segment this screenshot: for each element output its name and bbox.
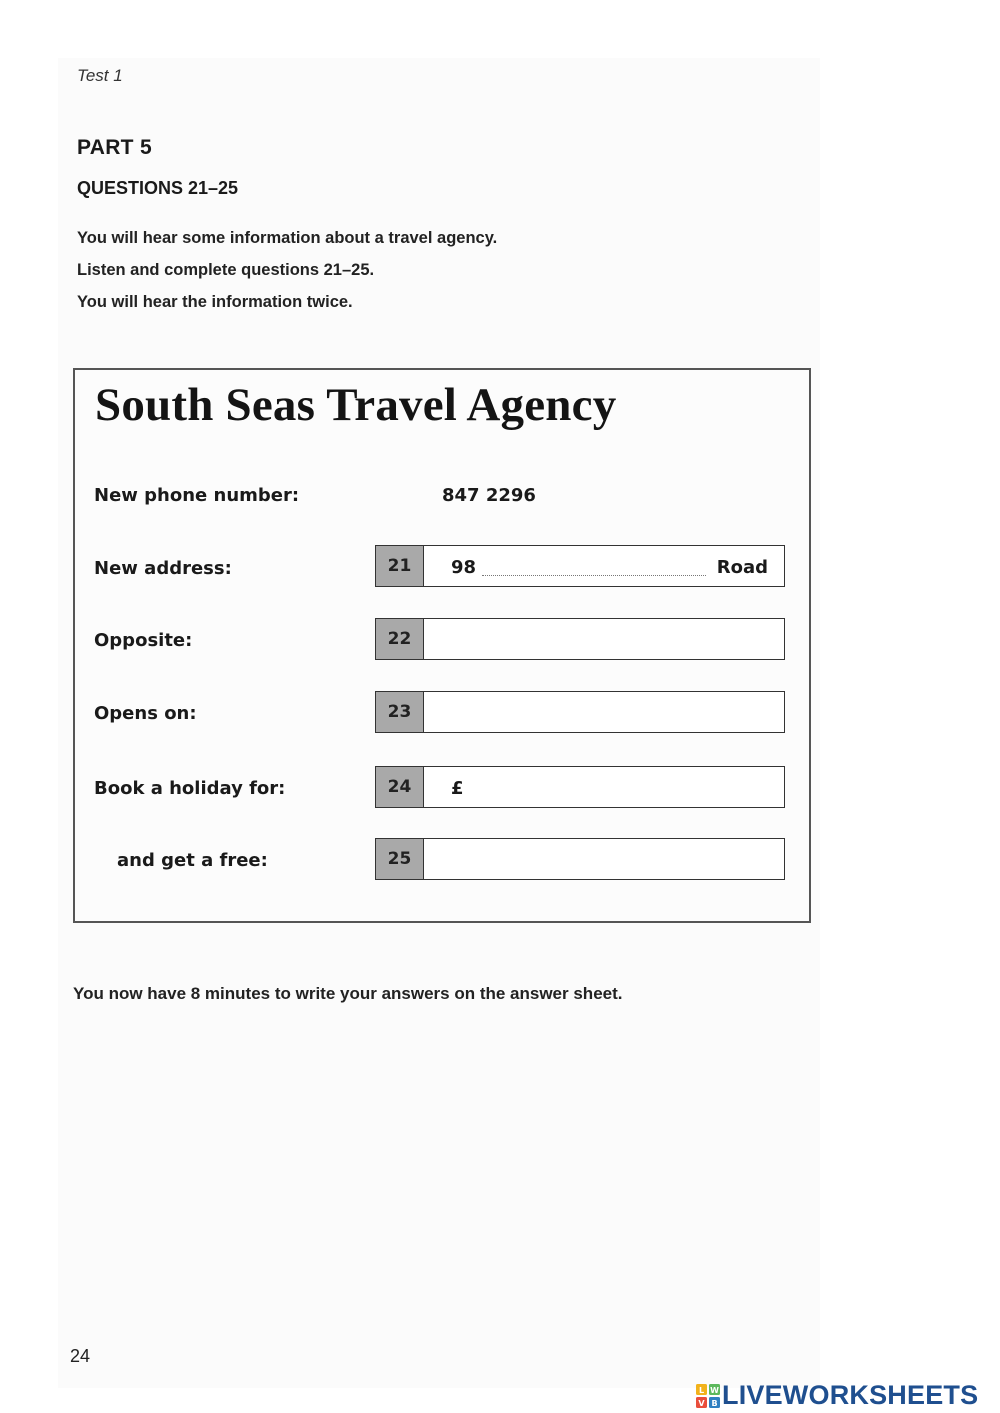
- phone-label: New phone number:: [94, 485, 300, 506]
- answer-box-22: [375, 618, 785, 660]
- answer-field-24[interactable]: [424, 767, 784, 807]
- logo-letter: B: [711, 1398, 718, 1408]
- opens-on-label: Opens on:: [94, 703, 197, 724]
- book-holiday-label: Book a holiday for:: [94, 778, 286, 799]
- answer-box-25: [375, 838, 785, 880]
- answer-box-21: [375, 545, 785, 587]
- free-gift-label: and get a free:: [117, 850, 268, 871]
- page-number: 24: [70, 1346, 91, 1366]
- agency-title: South Seas Travel Agency: [95, 379, 617, 431]
- answer-field-21[interactable]: [424, 546, 784, 586]
- question-number-23: 23: [376, 692, 424, 732]
- liveworksheets-brand[interactable]: [696, 1380, 978, 1411]
- answer-field-23[interactable]: [424, 692, 784, 732]
- liveworksheets-logo-icon: [696, 1384, 720, 1408]
- running-header: Test 1: [77, 66, 123, 85]
- logo-letter: W: [710, 1385, 719, 1395]
- answer-box-23: [375, 691, 785, 733]
- instructions: [77, 227, 777, 323]
- question-number-21: 21: [376, 546, 424, 586]
- answer-field-25[interactable]: [424, 839, 784, 879]
- logo-letter: V: [698, 1398, 705, 1408]
- time-instruction: You now have 8 minutes to write your answers on the answer sheet.: [73, 984, 623, 1003]
- answer-dotted-line: [482, 575, 706, 576]
- instruction-line: You will hear some information about a travel agency.: [77, 229, 498, 247]
- instruction-line: Listen and complete questions 21–25.: [77, 261, 375, 279]
- address-number-prefix: 98: [451, 557, 477, 578]
- pound-sign-prefix: £: [451, 778, 464, 799]
- brand-name: LIVEWORKSHEETS: [722, 1380, 979, 1410]
- answer-box-24: [375, 766, 785, 808]
- address-road-suffix: Road: [716, 557, 768, 578]
- question-number-22: 22: [376, 619, 424, 659]
- question-number-24: 24: [376, 767, 424, 807]
- answer-field-22[interactable]: [424, 619, 784, 659]
- part-title: PART 5: [77, 136, 152, 159]
- logo-letter: L: [698, 1385, 705, 1395]
- questions-range-title: QUESTIONS 21–25: [77, 178, 239, 198]
- address-label: New address:: [94, 558, 232, 579]
- instruction-line: You will hear the information twice.: [77, 293, 353, 311]
- phone-value: 847 2296: [442, 485, 536, 506]
- opposite-label: Opposite:: [94, 630, 193, 651]
- question-number-25: 25: [376, 839, 424, 879]
